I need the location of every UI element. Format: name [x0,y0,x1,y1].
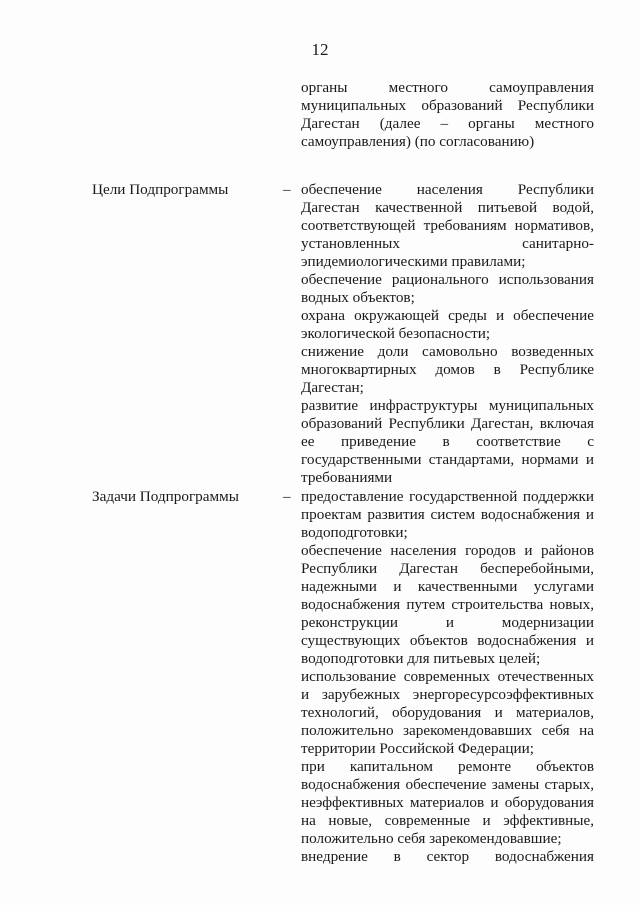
goals-list [301,181,594,487]
tasks-item: при капитальном ремонте объектов водоснабжения обеспечение замены старых, неэффективных материалов и оборудования на новые, современные и эффективные, положительно себя зарекомендовавшие; [301,758,594,847]
goals-label: Цели Подпрограммы [92,181,229,198]
intro-block [301,79,594,151]
tasks-dash: – [283,488,291,505]
tasks-item: обеспечение населения городов и районов Республики Дагестан бесперебойными, надежными и качественными услугами водоснабжения путем строительства новых, реконструкции и модернизации существующих объектов водоснабжения и водоподготовки для питьевых целей; [301,542,594,667]
goals-item: снижение доли самовольно возведенных многоквартирных домов в Республике Дагестан; [301,343,594,396]
goals-item: охрана окружающей среды и обеспечение экологической безопасности; [301,307,594,342]
tasks-label: Задачи Подпрограммы [92,488,239,505]
goals-item: обеспечение населения Республики Дагестан качественной питьевой водой, соответствующей требованиям нормативов, установленных санитарно-эпидемиологическими правилами; [301,181,594,270]
goals-item: обеспечение рационального использования водных объектов; [301,271,594,306]
tasks-item: внедрение в сектор водоснабжения [301,848,594,865]
intro-paragraph: органы местного самоуправления муниципальных образований Республики Дагестан (далее – органы местного самоуправления) (по согласованию) [301,79,594,150]
goals-dash: – [283,181,291,198]
page-number: 12 [311,40,329,59]
tasks-list [301,488,594,866]
tasks-item: использование современных отечественных и зарубежных энергоресурсоэффективных технологий, оборудования и материалов, положительно зарекомендовавших себя на территории Российской Федерации; [301,668,594,757]
tasks-item: предоставление государственной поддержки проектам развития систем водоснабжения и водоподготовки; [301,488,594,541]
goals-item: развитие инфраструктуры муниципальных образований Республики Дагестан, включая ее приведение в соответствие с государственными стандартами, нормами и требованиями [301,397,594,486]
